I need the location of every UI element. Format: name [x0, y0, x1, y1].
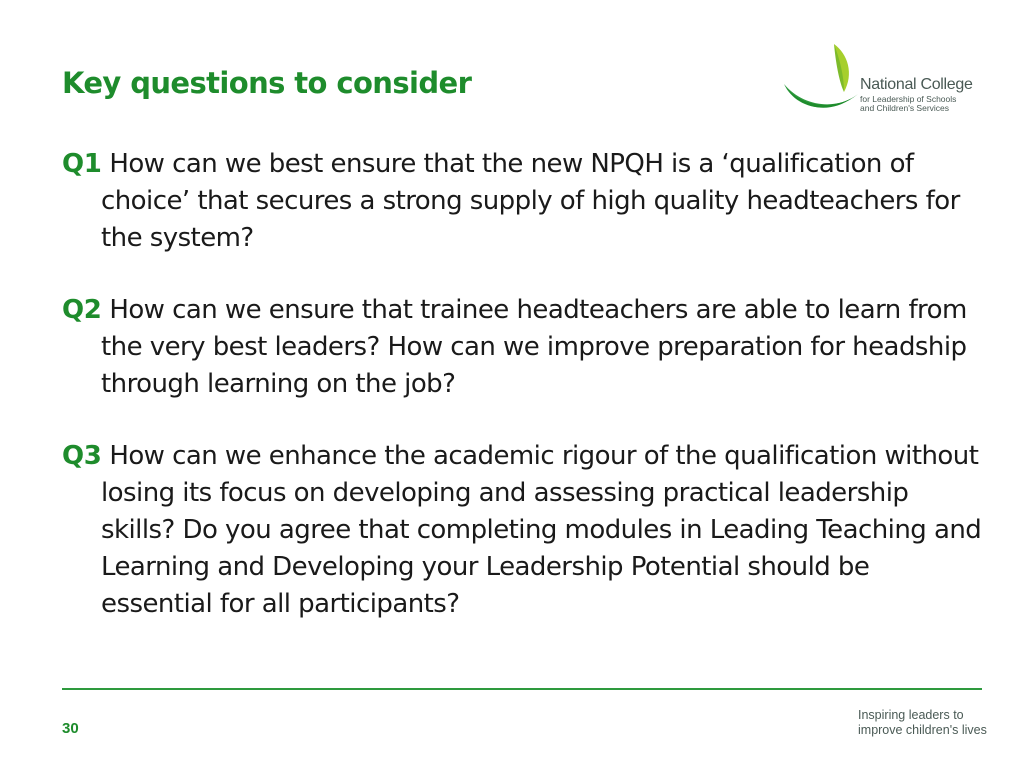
question-3-text: How can we enhance the academic rigour of the qualification without losing its focus on developing and assessing practical leadership skills? Do you agree that completing modules in Leading Teaching and Learning and Developing your Leadership Potential should be essential for all participants?: [101, 441, 982, 619]
page-number: 30: [62, 720, 79, 737]
logo-subtitle-line1: for Leadership of Schools: [860, 94, 957, 104]
footer-divider: [62, 688, 982, 690]
question-1-text: How can we best ensure that the new NPQH is a ‘qualification of choice’ that secures a strong supply of high quality headteachers for the system?: [101, 149, 960, 253]
footer-tagline: [858, 708, 987, 738]
national-college-logo: [782, 40, 992, 120]
tagline-line1: Inspiring leaders to: [858, 708, 964, 722]
question-1: [62, 146, 982, 257]
question-2-label: Q2: [62, 295, 102, 325]
tagline-line2: improve children's lives: [858, 723, 987, 737]
question-3: [62, 438, 982, 623]
question-2: [62, 292, 982, 403]
swoosh-logo-icon: [782, 40, 862, 120]
logo-name: National College: [860, 76, 973, 93]
slide-title: Key questions to consider: [62, 66, 472, 100]
question-2-text: How can we ensure that trainee headteachers are able to learn from the very best leaders? How can we improve preparation for headship through learning on the job?: [101, 295, 967, 399]
questions-list: [62, 146, 982, 623]
logo-subtitle-line2: and Children's Services: [860, 103, 950, 113]
question-1-label: Q1: [62, 149, 102, 179]
question-3-label: Q3: [62, 441, 102, 471]
